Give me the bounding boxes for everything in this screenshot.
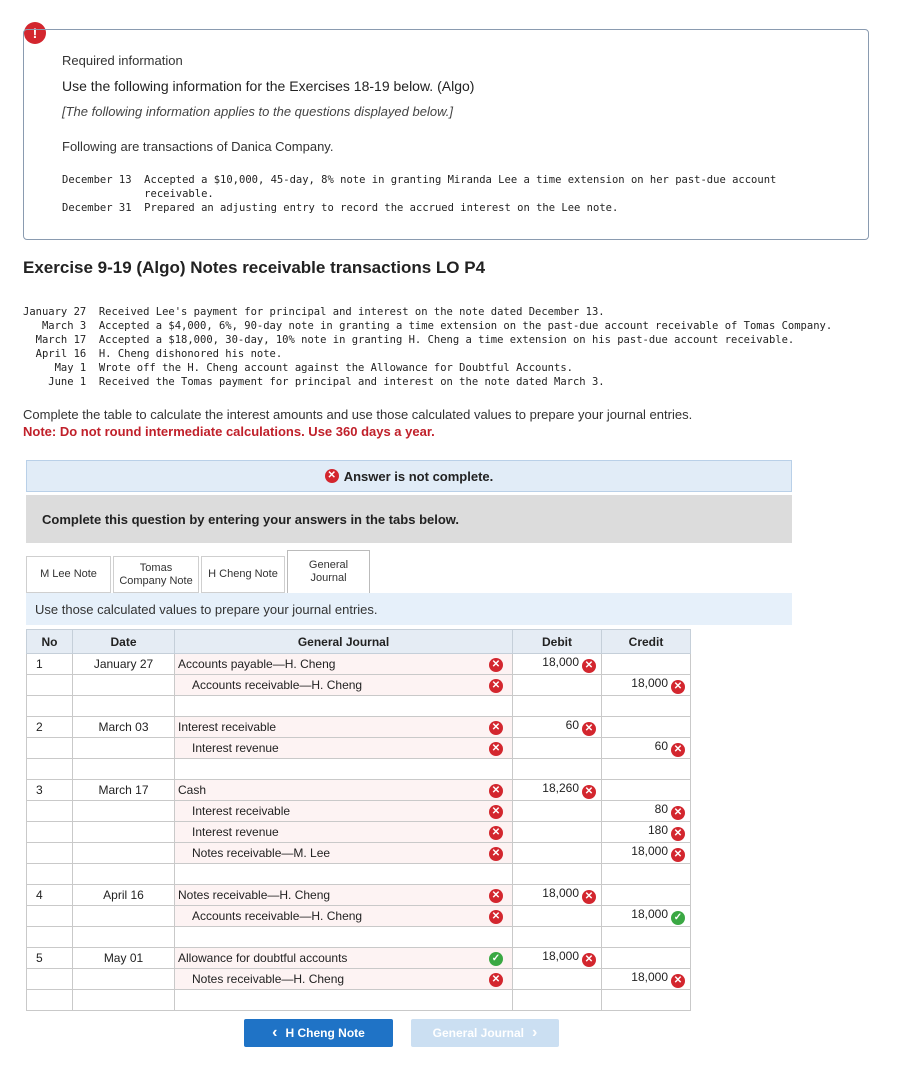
tab-label: H Cheng Note: [208, 568, 278, 580]
blank-row: [27, 927, 691, 948]
entry-number: 4: [27, 885, 73, 906]
header-debit: Debit: [513, 630, 602, 654]
tab-label: General: [308, 559, 349, 571]
alert-icon: !: [24, 22, 46, 44]
entry-number: [27, 843, 73, 864]
blank-cell: [27, 864, 73, 885]
account-cell[interactable]: [175, 801, 513, 822]
prev-tab-button[interactable]: [244, 1019, 393, 1047]
header-general-journal: General Journal: [175, 630, 513, 654]
entry-date[interactable]: [73, 906, 175, 927]
next-tab-label: General Journal: [432, 1026, 525, 1040]
tab-m-lee-note[interactable]: [26, 556, 111, 593]
credit-cell[interactable]: [602, 801, 691, 822]
journal-row: [27, 906, 691, 927]
error-icon: ✕: [489, 679, 503, 693]
journal-row: [27, 843, 691, 864]
header-no: No: [27, 630, 73, 654]
journal-table: [26, 629, 691, 1011]
entry-number: [27, 969, 73, 990]
blank-cell[interactable]: [73, 990, 175, 1011]
required-info-title: Required information: [62, 53, 183, 68]
error-icon: ✕: [582, 722, 596, 736]
debit-amount: 18,260: [542, 781, 579, 795]
journal-row: [27, 801, 691, 822]
entry-date[interactable]: [73, 738, 175, 759]
blank-cell[interactable]: [602, 864, 691, 885]
account-cell[interactable]: [175, 675, 513, 696]
tab-label-line2: Journal: [310, 572, 347, 584]
entry-number: 1: [27, 654, 73, 675]
blank-cell[interactable]: [513, 696, 602, 717]
blank-cell: [27, 759, 73, 780]
account-cell[interactable]: [175, 717, 513, 738]
journal-row: [27, 948, 691, 969]
error-icon: ✕: [671, 680, 685, 694]
credit-amount: 180: [647, 823, 668, 837]
account-name: Accounts receivable—H. Cheng: [192, 909, 363, 923]
answer-status-banner: [26, 460, 792, 492]
entry-number: 3: [27, 780, 73, 801]
blank-cell[interactable]: [513, 990, 602, 1011]
blank-cell: [27, 696, 73, 717]
credit-cell[interactable]: [602, 654, 691, 675]
error-icon: ✕: [489, 889, 503, 903]
blank-cell[interactable]: [513, 864, 602, 885]
error-icon: ✕: [671, 743, 685, 757]
credit-cell[interactable]: [602, 717, 691, 738]
account-name: Interest revenue: [192, 741, 279, 755]
next-tab-button[interactable]: [411, 1019, 559, 1047]
chevron-right-icon: ›: [532, 1024, 538, 1041]
account-cell[interactable]: [175, 822, 513, 843]
blank-cell[interactable]: [602, 759, 691, 780]
credit-cell[interactable]: [602, 780, 691, 801]
error-icon: ✕: [489, 805, 503, 819]
tab-label: Tomas: [139, 561, 173, 574]
debit-amount: 18,000: [542, 655, 579, 669]
journal-row: [27, 969, 691, 990]
tab-tomas-company-note[interactable]: [113, 556, 199, 593]
error-icon: ✕: [582, 890, 596, 904]
entry-number: [27, 822, 73, 843]
account-name: Interest revenue: [192, 825, 279, 839]
blank-cell[interactable]: [513, 759, 602, 780]
required-info-intro: Following are transactions of Danica Company.: [62, 139, 334, 154]
tab-h-cheng-note[interactable]: [201, 556, 285, 593]
debit-cell[interactable]: [513, 780, 602, 801]
error-icon: ✕: [582, 953, 596, 967]
debit-cell[interactable]: [513, 843, 602, 864]
error-icon: ✕: [489, 742, 503, 756]
entry-date[interactable]: [73, 801, 175, 822]
credit-cell[interactable]: [602, 885, 691, 906]
account-name: Interest receivable: [192, 804, 291, 818]
error-icon: ✕: [582, 659, 596, 673]
blank-cell[interactable]: [602, 696, 691, 717]
journal-row: [27, 780, 691, 801]
error-icon: ✕: [489, 910, 503, 924]
blank-row: [27, 990, 691, 1011]
debit-cell[interactable]: [513, 738, 602, 759]
debit-cell[interactable]: [513, 885, 602, 906]
blank-cell[interactable]: [602, 927, 691, 948]
journal-row: [27, 675, 691, 696]
error-icon: ✕: [489, 847, 503, 861]
account-cell[interactable]: [175, 885, 513, 906]
credit-amount: 80: [654, 802, 668, 816]
error-icon: ✕: [582, 785, 596, 799]
account-cell[interactable]: [175, 843, 513, 864]
question-bar: Complete this question by entering your answers in the tabs below.: [26, 495, 792, 543]
exercise-title: Exercise 9-19 (Algo) Notes receivable transactions LO P4: [23, 258, 486, 277]
credit-cell[interactable]: [602, 843, 691, 864]
blank-cell[interactable]: [73, 864, 175, 885]
required-info-note: [The following information applies to the questions displayed below.]: [62, 104, 453, 119]
blank-cell: [27, 927, 73, 948]
debit-cell[interactable]: [513, 801, 602, 822]
credit-amount: 60: [654, 739, 668, 753]
check-icon: ✓: [489, 952, 503, 966]
debit-cell[interactable]: [513, 675, 602, 696]
account-cell[interactable]: [175, 780, 513, 801]
entry-date[interactable]: March 17: [73, 780, 175, 801]
debit-amount: 18,000: [542, 949, 579, 963]
required-info-subtitle: Use the following information for the Exercises 18-19 below. (Algo): [62, 78, 475, 94]
entry-date[interactable]: May 01: [73, 948, 175, 969]
entry-number: [27, 906, 73, 927]
check-icon: ✓: [671, 911, 685, 925]
credit-cell[interactable]: [602, 675, 691, 696]
error-icon: ✕: [489, 826, 503, 840]
tab-general-journal[interactable]: [287, 550, 370, 593]
error-icon: ✕: [671, 848, 685, 862]
blank-cell[interactable]: [175, 696, 513, 717]
entry-date[interactable]: [73, 969, 175, 990]
header-date: Date: [73, 630, 175, 654]
credit-amount: 18,000: [631, 907, 668, 921]
credit-cell[interactable]: [602, 822, 691, 843]
required-transactions: December 13 Accepted a $10,000, 45-day, 8% note in granting Miranda Lee a time extension on her past-due account receivable. December 31 Prepared an adjusting entry to record the accrued interest on the Lee note.: [62, 174, 777, 214]
error-icon: ✕: [489, 784, 503, 798]
credit-amount: 18,000: [631, 844, 668, 858]
answer-status-text: Answer is not complete.: [343, 468, 494, 484]
account-name: Notes receivable—H. Cheng: [178, 888, 331, 902]
blank-cell[interactable]: [175, 927, 513, 948]
tab-bar: [26, 550, 372, 593]
blank-row: [27, 864, 691, 885]
blank-cell[interactable]: [175, 990, 513, 1011]
credit-amount: 18,000: [631, 970, 668, 984]
journal-row: [27, 654, 691, 675]
entry-number: [27, 738, 73, 759]
debit-cell[interactable]: [513, 654, 602, 675]
debit-cell[interactable]: [513, 822, 602, 843]
entry-number: [27, 801, 73, 822]
entry-date[interactable]: [73, 843, 175, 864]
blank-cell[interactable]: [73, 696, 175, 717]
account-cell[interactable]: [175, 906, 513, 927]
entry-date[interactable]: January 27: [73, 654, 175, 675]
credit-cell[interactable]: [602, 906, 691, 927]
entry-date[interactable]: [73, 822, 175, 843]
header-credit: Credit: [602, 630, 691, 654]
error-icon: ✕: [489, 721, 503, 735]
error-icon: ✕: [671, 827, 685, 841]
error-icon: ✕: [489, 973, 503, 987]
journal-row: [27, 885, 691, 906]
debit-amount: 18,000: [542, 886, 579, 900]
account-name: Cash: [178, 783, 207, 797]
blank-cell[interactable]: [175, 759, 513, 780]
account-name: Allowance for doubtful accounts: [178, 951, 348, 965]
credit-cell[interactable]: [602, 969, 691, 990]
account-name: Accounts receivable—H. Cheng: [192, 678, 363, 692]
journal-row: [27, 717, 691, 738]
tab-label-line2: Company Note: [119, 574, 193, 587]
account-name: Notes receivable—H. Cheng: [192, 972, 345, 986]
prev-tab-label: H Cheng Note: [285, 1026, 365, 1040]
account-name: Notes receivable—M. Lee: [192, 846, 331, 860]
debit-cell[interactable]: [513, 948, 602, 969]
error-icon: ✕: [325, 469, 339, 483]
journal-row: [27, 738, 691, 759]
account-name: Accounts payable—H. Cheng: [178, 657, 336, 671]
account-cell[interactable]: [175, 969, 513, 990]
error-icon: ✕: [489, 658, 503, 672]
blank-cell[interactable]: [175, 864, 513, 885]
account-cell[interactable]: [175, 948, 513, 969]
debit-cell[interactable]: [513, 906, 602, 927]
credit-amount: 18,000: [631, 676, 668, 690]
blank-row: [27, 696, 691, 717]
entry-number: [27, 675, 73, 696]
account-name: Interest receivable: [178, 720, 277, 734]
exercise-note: Note: Do not round intermediate calculations. Use 360 days a year.: [23, 424, 435, 439]
error-icon: ✕: [671, 974, 685, 988]
entry-date[interactable]: April 16: [73, 885, 175, 906]
blank-cell: [27, 990, 73, 1011]
error-icon: ✕: [671, 806, 685, 820]
exercise-transactions: January 27 Received Lee's payment for principal and interest on the note dated December 13. March 3 Accepted a $4,000, 6%, 90-day note in granting a time extension on the past-due account receivable of Tomas Company. March 17 Accepted a $18,000, 30-day, 10% note in granting H. Cheng a time extension on his past-due account receivable. April 16 H. Cheng dishonored his note. May 1 Wrote off the H. Cheng account against the Allowance for Doubtful Accounts. June 1 Received the Tomas payment for principal and interest on the note dated March 3.: [23, 306, 833, 388]
chevron-left-icon: ‹: [272, 1024, 278, 1041]
entry-date[interactable]: March 03: [73, 717, 175, 738]
account-cell[interactable]: [175, 654, 513, 675]
blank-cell[interactable]: [602, 990, 691, 1011]
blank-cell[interactable]: [73, 927, 175, 948]
exercise-instructions: Complete the table to calculate the interest amounts and use those calculated values to prepare your journal entries.: [23, 407, 693, 422]
journal-body: [27, 654, 691, 1011]
debit-cell[interactable]: [513, 969, 602, 990]
credit-cell[interactable]: [602, 738, 691, 759]
entry-date[interactable]: [73, 675, 175, 696]
blank-cell[interactable]: [513, 927, 602, 948]
entry-number: 5: [27, 948, 73, 969]
debit-amount: 60: [565, 718, 579, 732]
blank-row: [27, 759, 691, 780]
tab-instruction: Use those calculated values to prepare your journal entries.: [26, 593, 792, 625]
credit-cell[interactable]: [602, 948, 691, 969]
entry-number: 2: [27, 717, 73, 738]
tab-label: M Lee Note: [40, 568, 97, 580]
blank-cell[interactable]: [73, 759, 175, 780]
account-cell[interactable]: [175, 738, 513, 759]
debit-cell[interactable]: [513, 717, 602, 738]
journal-row: [27, 822, 691, 843]
